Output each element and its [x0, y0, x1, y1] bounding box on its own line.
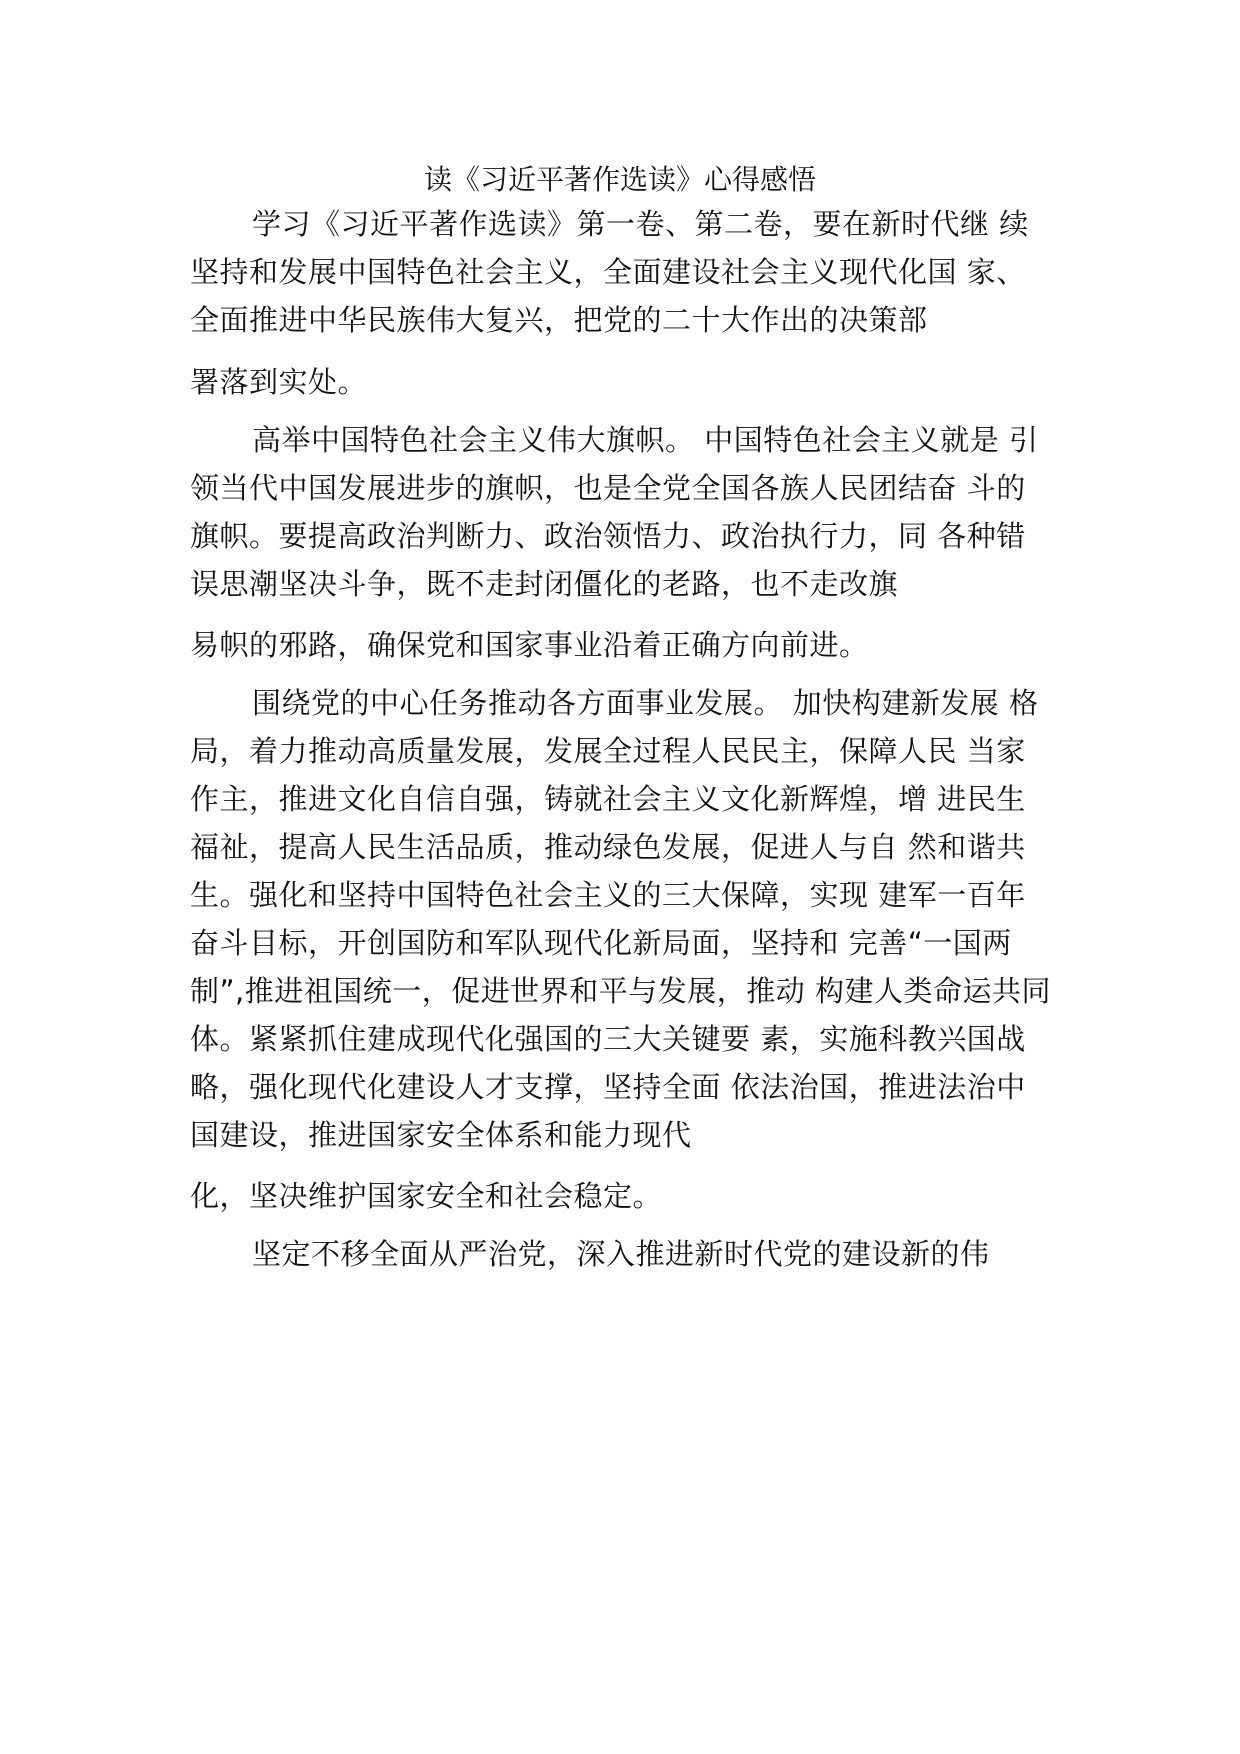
paragraph-line: 国建设，推进国家安全体系和能力现代 [190, 1118, 692, 1152]
paragraph-line: 围绕党的中心任务推动各方面事业发展。 加快构建新发展 格 [252, 686, 1039, 720]
document-title: 读《习近平著作选读》心得感悟 [423, 163, 816, 196]
paragraph-line: 略，强化现代化建设人才支撑，坚持全面 依法治国，推进法治中 [190, 1070, 1026, 1104]
paragraph-line: 体。紧紧抓住建成现代化强国的三大关键要 素，实施科教兴国战 [190, 1022, 1026, 1056]
paragraph-line: 领当代中国发展进步的旗帜，也是全党全国各族人民团结奋 斗的 [190, 471, 1026, 505]
paragraph-line: 局，着力推动高质量发展，发展全过程人民民主，保障人民 当家 [190, 734, 1026, 768]
paragraph-line: 高举中国特色社会主义伟大旗帜。 中国特色社会主义就是 引 [252, 423, 1039, 457]
paragraph-line: 误思潮坚决斗争，既不走封闭僵化的老路，也不走改旗 [190, 567, 899, 601]
paragraph-line: 署落到实处。 [190, 365, 368, 399]
paragraph-line: 福祉，提高人民生活品质，推动绿色发展，促进人与自 然和谐共 [190, 830, 1026, 864]
paragraph-line: 作主，推进文化自信自强，铸就社会主义文化新辉煌，增 进民生 [190, 782, 1026, 816]
paragraph-line: 坚定不移全面从严治党，深入推进新时代党的建设新的伟 [252, 1237, 990, 1271]
paragraph-line: 生。强化和坚持中国特色社会主义的三大保障，实现 建军一百年 [190, 878, 1026, 912]
paragraph-line: 坚持和发展中国特色社会主义，全面建设社会主义现代化国 家、 [190, 255, 1026, 289]
paragraph-line: 制”,推进祖国统一，促进世界和平与发展，推动 构建人类命运共同 [190, 974, 1051, 1008]
paragraph-line: 易帜的邪路，确保党和国家事业沿着正确方向前进。 [190, 628, 869, 662]
paragraph-line: 奋斗目标，开创国防和军队现代化新局面，坚持和 完善“一国两 [190, 926, 1012, 960]
paragraph-line: 旗帜。要提高政治判断力、政治领悟力、政治执行力，同 各种错 [190, 519, 1026, 553]
paragraph-line: 化，坚决维护国家安全和社会稳定。 [190, 1179, 663, 1213]
paragraph-line: 全面推进中华民族伟大复兴，把党的二十大作出的决策部 [190, 303, 928, 337]
paragraph-line: 学习《习近平著作选读》第一卷、第二卷，要在新时代继 续 [252, 207, 1029, 241]
